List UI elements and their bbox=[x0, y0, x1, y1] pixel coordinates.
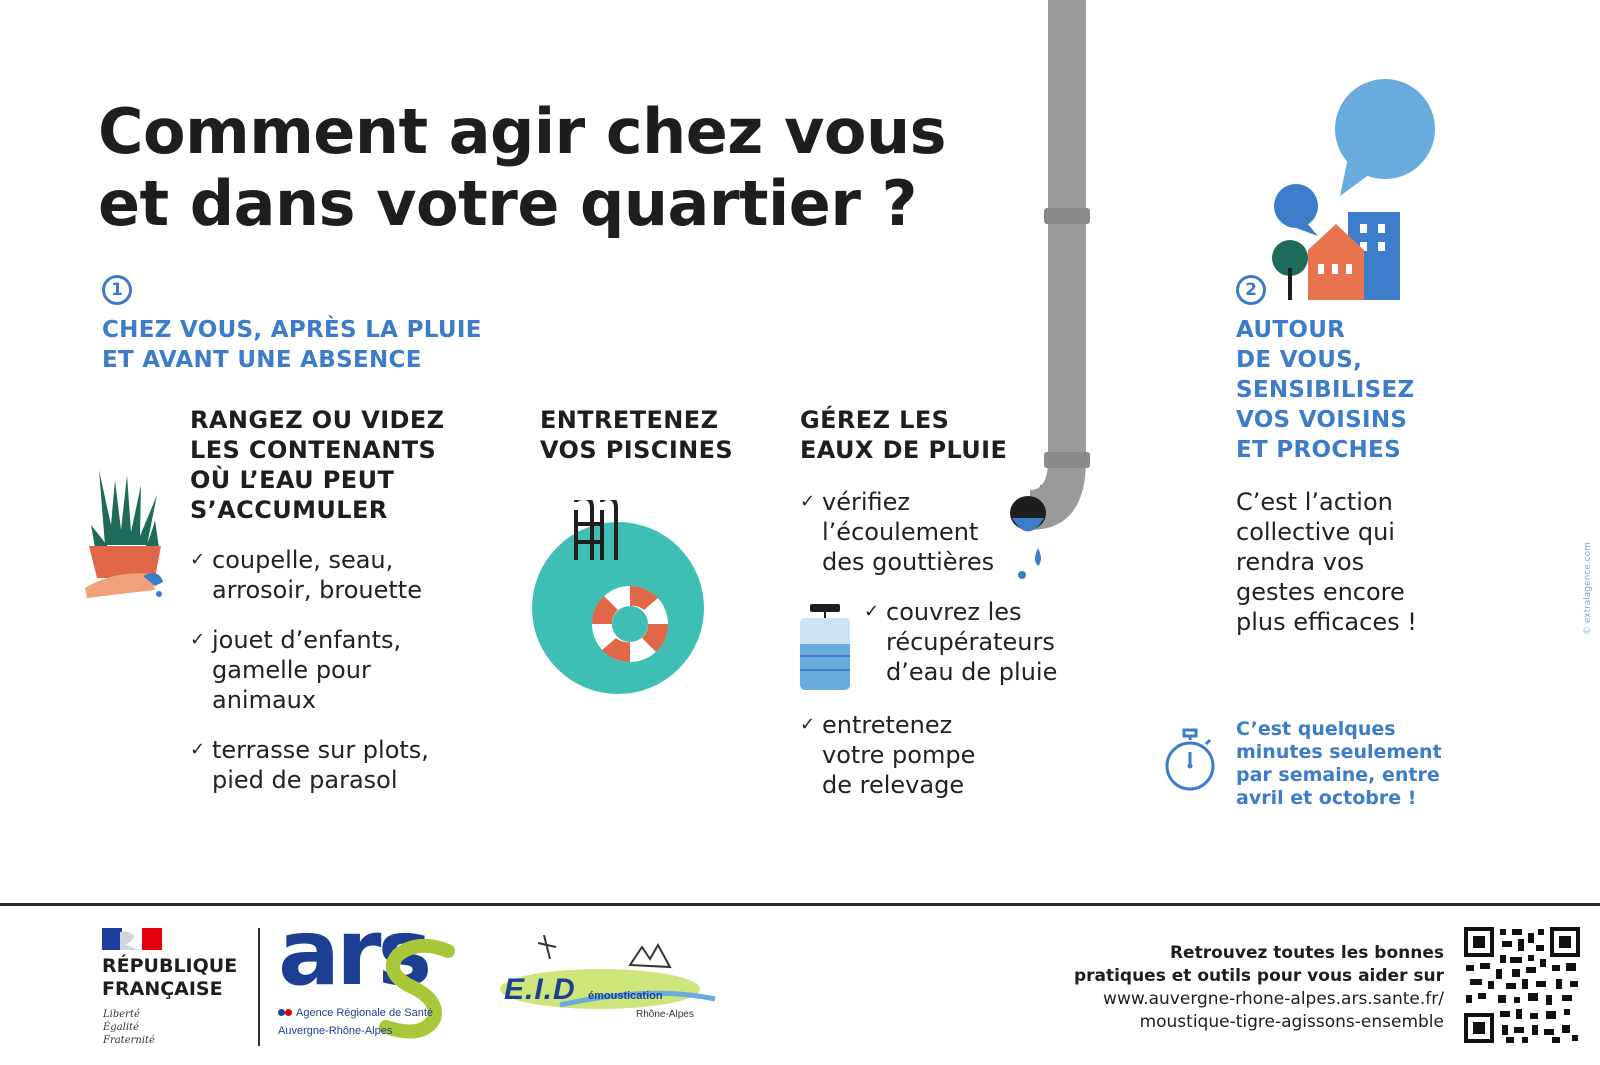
section-2-heading-line: ET PROCHES bbox=[1236, 437, 1401, 463]
time-note-line: avril et octobre ! bbox=[1236, 787, 1417, 809]
footer-url-line-2[interactable]: moustique-tigre-agissons-ensemble bbox=[1139, 1012, 1444, 1032]
ars-sub-line-2: Auvergne-Rhône-Alpes bbox=[278, 1025, 393, 1037]
plant-pot-icon bbox=[85, 470, 170, 615]
col2-heading-line: ENTRETENEZ bbox=[540, 406, 719, 434]
ars-dot-red-icon bbox=[285, 1009, 292, 1016]
ars-subtitle bbox=[278, 1007, 433, 1019]
swimming-pool-icon bbox=[528, 500, 708, 695]
stopwatch-icon bbox=[1162, 728, 1218, 792]
list-item bbox=[190, 625, 490, 715]
neighborhood-icon bbox=[1268, 78, 1448, 310]
ars-s-curve-icon bbox=[378, 939, 458, 1039]
pipe-collar-1 bbox=[1044, 208, 1090, 224]
col1-heading bbox=[190, 405, 490, 525]
list-item-line: d’eau de pluie bbox=[886, 658, 1058, 686]
list-item bbox=[190, 735, 490, 795]
ars-logo-text: ars bbox=[278, 899, 429, 1006]
list-item-line: gamelle pour bbox=[212, 656, 371, 684]
list-item-line: terrasse sur plots, bbox=[212, 736, 429, 764]
list-item-line: de relevage bbox=[822, 771, 965, 799]
check-icon: ✓ bbox=[800, 491, 816, 512]
col3-heading-line: EAUX DE PLUIE bbox=[800, 436, 1008, 464]
list-item-line: l’écoulement bbox=[822, 518, 979, 546]
footer-url-line-1[interactable]: www.auvergne-rhone-alpes.ars.sante.fr/ bbox=[1103, 989, 1444, 1009]
list-item-line: récupérateurs bbox=[886, 628, 1055, 656]
section-2-body-line: gestes encore bbox=[1236, 578, 1405, 606]
section-2-heading-line: VOS VOISINS bbox=[1236, 407, 1408, 433]
list-item bbox=[800, 487, 1040, 577]
section-2-body-line: rendra vos bbox=[1236, 548, 1365, 576]
list-item-line: arrosoir, brouette bbox=[212, 576, 422, 604]
rain-barrel-icon bbox=[796, 600, 854, 692]
section-2-heading-line: DE VOUS, bbox=[1236, 347, 1363, 373]
list-item-line: votre pompe bbox=[822, 741, 976, 769]
time-note-line: par semaine, entre bbox=[1236, 764, 1440, 786]
pipe-vertical bbox=[1048, 0, 1086, 460]
footer-help-line-2: pratiques et outils pour vous aider sur bbox=[1073, 966, 1444, 986]
footer-help-line-1: Retrouvez toutes les bonnes bbox=[1169, 943, 1444, 963]
list-item bbox=[864, 597, 1064, 687]
eid-sub-line-1: émoustication bbox=[588, 990, 663, 1002]
list-item-line: vérifiez bbox=[822, 488, 910, 516]
pipe-collar-2 bbox=[1044, 452, 1090, 468]
list-item-line: couvrez les bbox=[886, 598, 1022, 626]
col3-heading-line: GÉREZ LES bbox=[800, 406, 950, 434]
col3-checklist-b bbox=[864, 597, 1064, 707]
check-icon: ✓ bbox=[864, 601, 880, 622]
section-2-number: 2 bbox=[1236, 275, 1266, 305]
section-1-heading-line-2: ET AVANT UNE ABSENCE bbox=[102, 347, 422, 373]
col2-heading bbox=[540, 405, 770, 465]
list-item-line: entretenez bbox=[822, 711, 953, 739]
marianne-logo-icon bbox=[102, 928, 162, 950]
check-icon: ✓ bbox=[190, 629, 206, 650]
section-2-heading-line: AUTOUR bbox=[1236, 317, 1346, 343]
section-2-heading-line: SENSIBILISEZ bbox=[1236, 377, 1415, 403]
col3-heading bbox=[800, 405, 1030, 465]
col3-checklist-c bbox=[800, 710, 1040, 820]
list-item-line: pied de parasol bbox=[212, 766, 398, 794]
list-item-line: jouet d’enfants, bbox=[212, 626, 402, 654]
eid-logo-text: E.I.D bbox=[504, 973, 576, 1006]
title-line-1: Comment agir chez vous bbox=[98, 95, 947, 168]
page-title bbox=[98, 96, 1018, 240]
section-2-body-line: plus efficaces ! bbox=[1236, 608, 1417, 636]
time-note bbox=[1236, 718, 1476, 810]
col2-heading-line: VOS PISCINES bbox=[540, 436, 734, 464]
section-2-body bbox=[1236, 487, 1476, 637]
rf-motto-line: Égalité bbox=[103, 1022, 139, 1033]
list-item-line: coupelle, seau, bbox=[212, 546, 394, 574]
rf-line-1: RÉPUBLIQUE bbox=[102, 955, 238, 977]
time-note-line: C’est quelques bbox=[1236, 718, 1396, 740]
rf-motto-line: Fraternité bbox=[103, 1035, 155, 1046]
footer-help bbox=[990, 942, 1444, 1034]
check-icon: ✓ bbox=[190, 549, 206, 570]
rf-motto-line: Liberté bbox=[103, 1009, 140, 1020]
ars-sub-line-1: Agence Régionale de Santé bbox=[296, 1007, 433, 1019]
qr-code-icon[interactable] bbox=[1462, 925, 1582, 1045]
footer-divider bbox=[0, 903, 1600, 906]
section-2-heading bbox=[1236, 315, 1476, 465]
list-item bbox=[190, 545, 490, 605]
ars-logo bbox=[278, 899, 468, 1045]
title-line-2: et dans votre quartier ? bbox=[98, 167, 917, 240]
speech-bubble-small-icon bbox=[1274, 184, 1318, 228]
check-icon: ✓ bbox=[800, 714, 816, 735]
eid-logo bbox=[500, 935, 730, 1035]
col1-heading-line: RANGEZ OU VIDEZ bbox=[190, 406, 445, 434]
section-1-heading-line-1: CHEZ VOUS, APRÈS LA PLUIE bbox=[102, 317, 482, 343]
col1-heading-line: S’ACCUMULER bbox=[190, 496, 388, 524]
time-note-line: minutes seulement bbox=[1236, 741, 1442, 763]
section-1-heading bbox=[102, 315, 562, 375]
credit-text: © extralagence.com bbox=[1583, 542, 1593, 635]
republique-francaise bbox=[102, 955, 237, 1001]
col3-checklist-a bbox=[800, 487, 1040, 597]
ars-dot-blue-icon bbox=[278, 1009, 285, 1016]
list-item-line: animaux bbox=[212, 686, 317, 714]
check-icon: ✓ bbox=[190, 739, 206, 760]
section-1-number: 1 bbox=[102, 275, 132, 305]
logo-divider bbox=[258, 928, 260, 1046]
list-item-line: des gouttières bbox=[822, 548, 995, 576]
section-2-body-line: C’est l’action bbox=[1236, 488, 1393, 516]
list-item bbox=[800, 710, 1040, 800]
col1-heading-line: OÙ L’EAU PEUT bbox=[190, 466, 395, 494]
col1-checklist bbox=[190, 545, 490, 815]
eid-sub-line-2: Rhône-Alpes bbox=[636, 1009, 694, 1020]
rf-line-2: FRANÇAISE bbox=[102, 978, 223, 1000]
section-2-body-line: collective qui bbox=[1236, 518, 1395, 546]
col1-heading-line: LES CONTENANTS bbox=[190, 436, 437, 464]
rf-motto bbox=[103, 1008, 155, 1047]
